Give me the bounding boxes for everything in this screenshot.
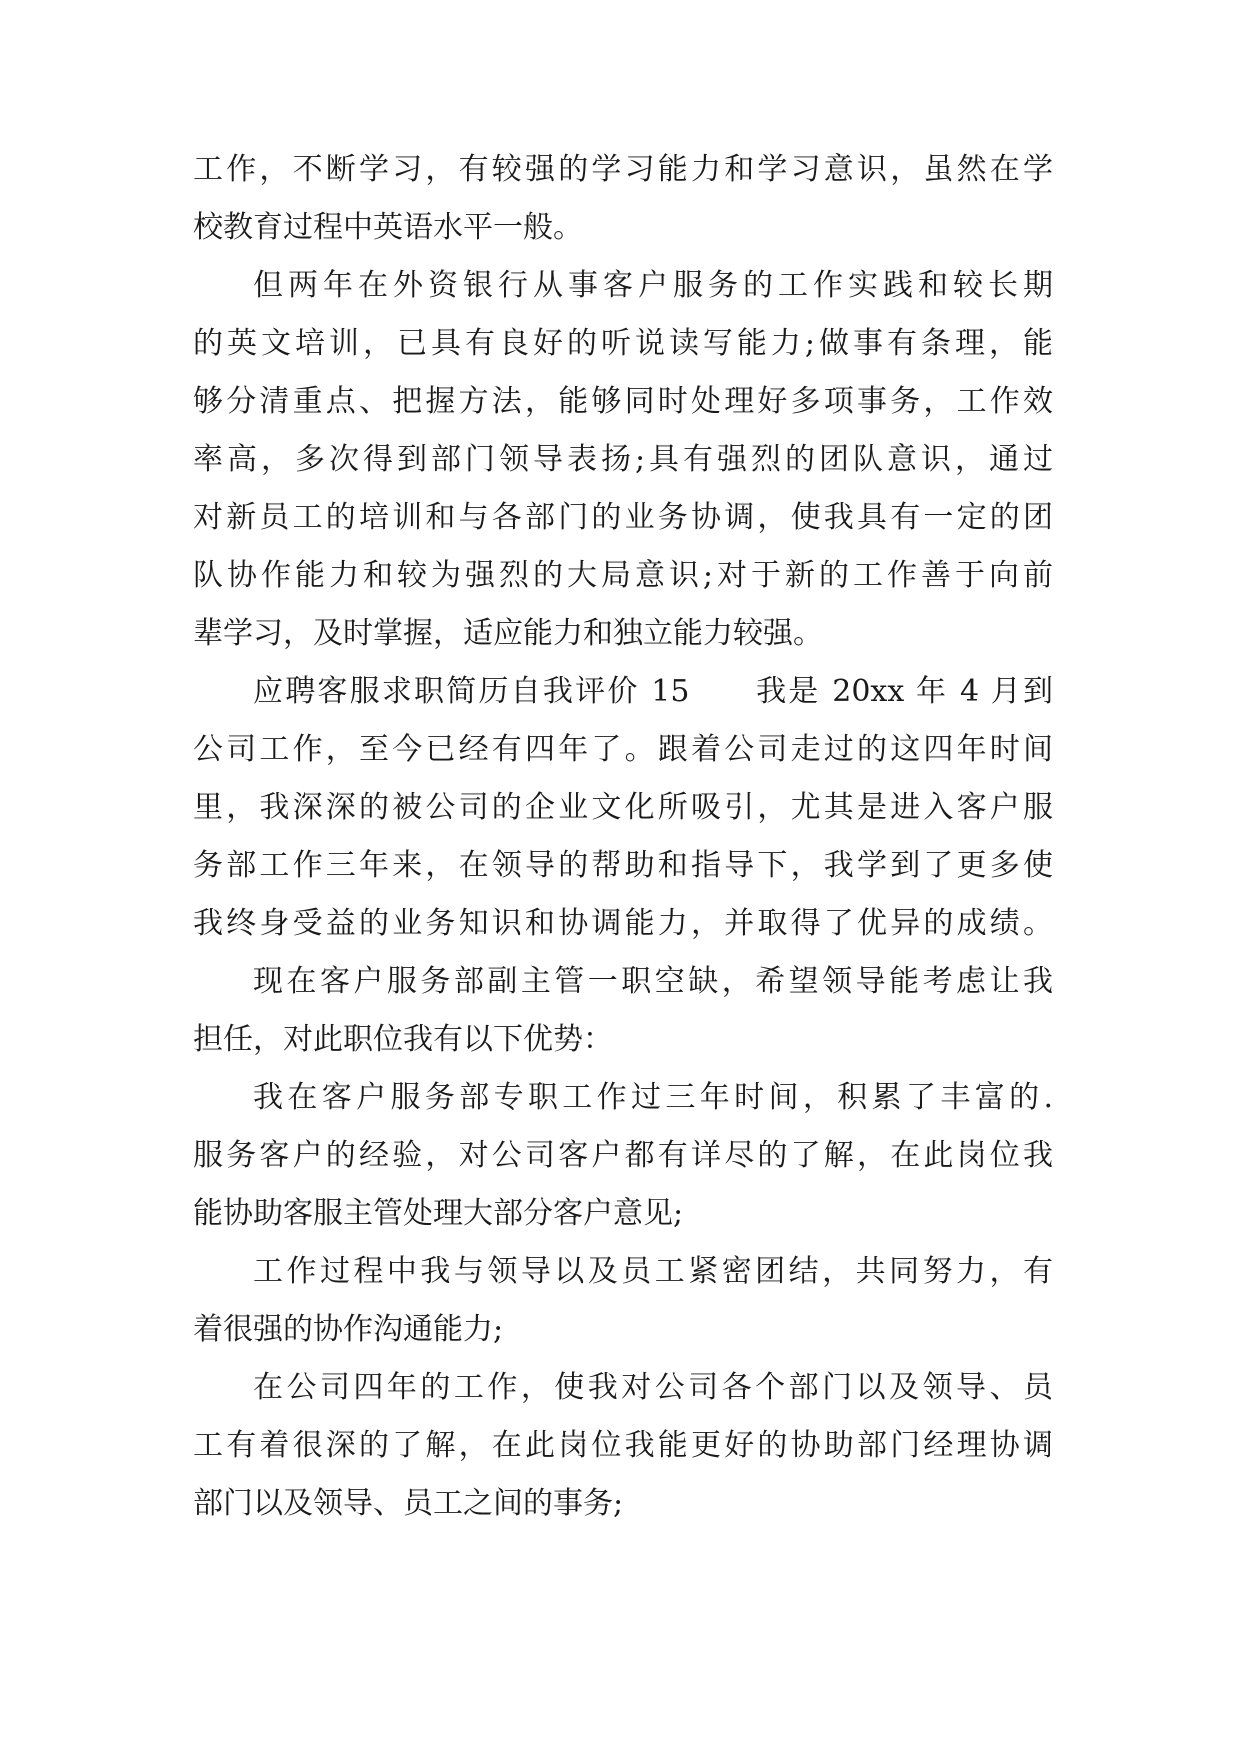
text-line: 但两年在外资银行从事客户服务的工作实践和较长期 <box>253 268 1053 303</box>
text-line: 在公司四年的工作，使我对公司各个部门以及领导、员 <box>253 1370 1053 1405</box>
text-line: 对新员工的培训和与各部门的业务协调，使我具有一定的团 <box>193 500 1053 535</box>
text-line: 辈学习，及时掌握，适应能力和独立能力较强。 <box>193 616 823 651</box>
text-line: 工作过程中我与领导以及员工紧密团结，共同努力，有 <box>253 1254 1053 1289</box>
text-line: 公司工作，至今已经有四年了。跟着公司走过的这四年时间 <box>193 732 1053 767</box>
text-line: 率高，多次得到部门领导表扬;具有强烈的团队意识，通过 <box>193 442 1053 477</box>
text-line: 我终身受益的业务知识和协调能力，并取得了优异的成绩。 <box>193 906 1053 941</box>
text-line: 的英文培训，已具有良好的听说读写能力;做事有条理，能 <box>193 326 1053 361</box>
text-line: 校教育过程中英语水平一般。 <box>193 210 583 245</box>
text-line: 服务客户的经验，对公司客户都有详尽的了解，在此岗位我 <box>193 1138 1053 1173</box>
text-line: 务部工作三年来，在领导的帮助和指导下，我学到了更多使 <box>193 848 1053 883</box>
text-line: 现在客户服务部副主管一职空缺，希望领导能考虑让我 <box>253 964 1053 999</box>
text-line: 里，我深深的被公司的企业文化所吸引，尤其是进入客户服 <box>193 790 1053 825</box>
text-line: 能协助客服主管处理大部分客户意见; <box>193 1196 684 1231</box>
text-line: 我在客户服务部专职工作过三年时间，积累了丰富的. <box>253 1080 1053 1115</box>
text-line: 担任，对此职位我有以下优势： <box>193 1022 613 1057</box>
text-line: 工作，不断学习，有较强的学习能力和学习意识，虽然在学 <box>193 152 1053 187</box>
text-line: 工有着很深的了解，在此岗位我能更好的协助部门经理协调 <box>193 1428 1053 1463</box>
text-line: 应聘客服求职简历自我评价 15 我是 20xx 年 4 月到 <box>253 674 1053 709</box>
text-line: 着很强的协作沟通能力; <box>193 1312 504 1347</box>
text-line: 够分清重点、把握方法，能够同时处理好多项事务，工作效 <box>193 384 1053 419</box>
text-line: 部门以及领导、员工之间的事务; <box>193 1486 624 1521</box>
text-line: 队协作能力和较为强烈的大局意识;对于新的工作善于向前 <box>193 558 1053 593</box>
